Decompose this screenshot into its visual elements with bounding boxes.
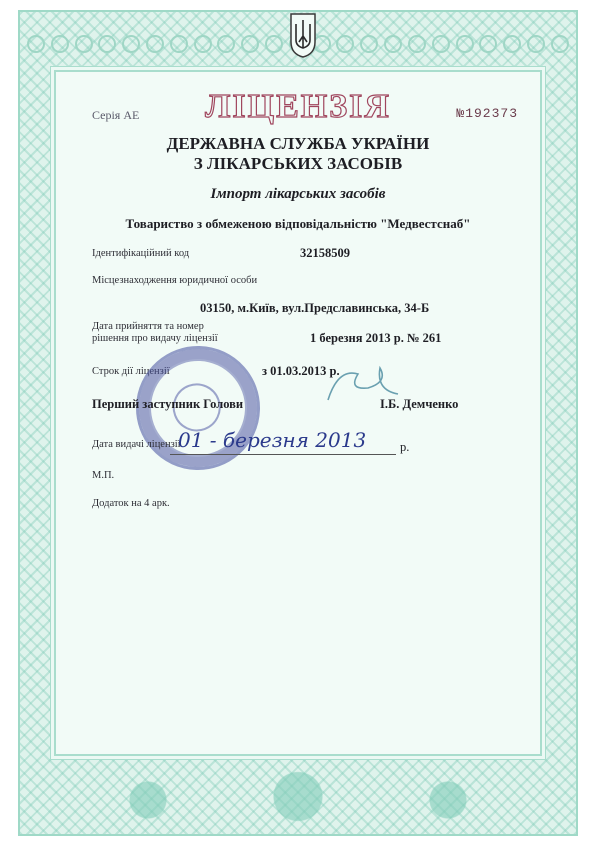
appendix-note: Додаток на 4 арк.	[92, 498, 170, 509]
id-code-value: 32158509	[300, 246, 350, 260]
license-number: №192373	[456, 106, 518, 121]
issue-date-label: Дата видачі ліцензії	[92, 439, 181, 450]
issue-date-value: 01 - березня 2013	[178, 428, 367, 452]
seal-place-label: М.П.	[92, 470, 115, 481]
decision-label-line-1: Дата прийняття та номер	[92, 321, 204, 332]
decision-label-line-2: рішення про видачу ліцензії	[92, 333, 218, 344]
issuing-authority-line-2: З ЛІКАРСЬКИХ ЗАСОБІВ	[193, 154, 403, 173]
term-value: з 01.03.2013 р.	[262, 364, 340, 378]
issue-date-line	[170, 454, 396, 455]
licensed-activity: Імпорт лікарських засобів	[210, 186, 386, 202]
location-label: Місцезнаходження юридичної особи	[92, 275, 258, 286]
signer-title: Перший заступник Голови	[92, 397, 244, 411]
bottom-ornament	[48, 758, 548, 828]
term-label: Строк дії ліцензії	[92, 366, 170, 377]
signer-name: І.Б. Демченко	[380, 397, 459, 411]
issue-date-suffix: р.	[400, 440, 410, 454]
license-document	[18, 10, 578, 836]
id-code-label: Ідентифікаційний код	[92, 248, 190, 259]
decision-value: 1 березня 2013 р. № 261	[310, 331, 442, 345]
document-title: ЛІЦЕНЗІЯ	[205, 88, 391, 125]
issuing-authority-line-1: ДЕРЖАВНА СЛУЖБА УКРАЇНИ	[166, 134, 430, 153]
company-name: Товариство з обмеженою відповідальністю "Медвестснаб"	[125, 216, 471, 231]
trident-emblem-icon	[288, 12, 318, 58]
location-value: 03150, м.Київ, вул.Предславинська, 34-Б	[200, 301, 430, 315]
license-series: Серія АЕ	[92, 108, 140, 122]
